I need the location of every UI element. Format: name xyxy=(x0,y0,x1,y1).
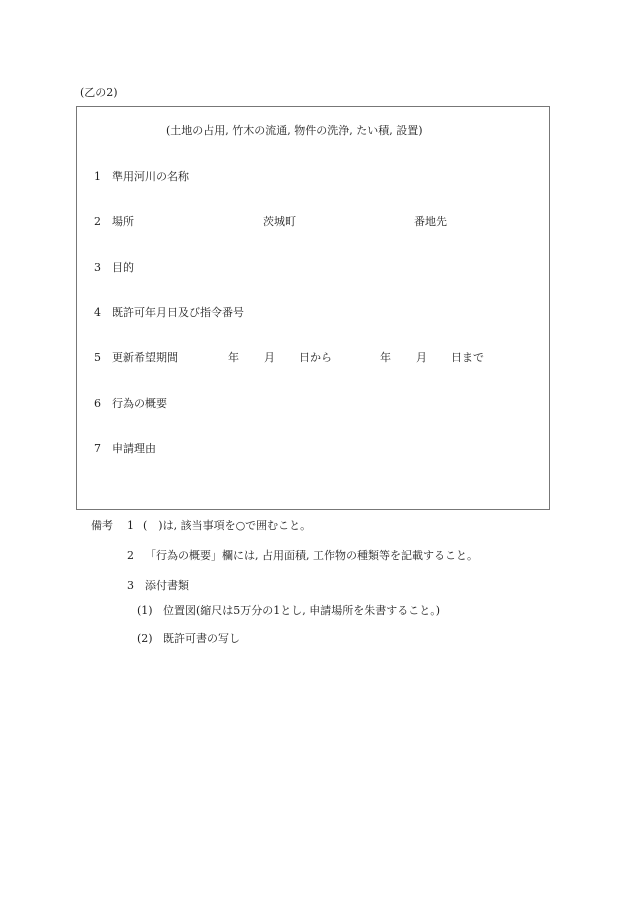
note-text-2: 「行為の概要」欄には, 占用面積, 工作物の種類等を記載すること。 xyxy=(145,549,478,562)
item-label-reason: 申請理由 xyxy=(112,442,156,455)
item-number-1: 1 xyxy=(94,170,101,183)
location-town: 茨城町 xyxy=(263,215,296,228)
item-number-7: 7 xyxy=(94,442,101,455)
item-label-river-name: 準用河川の名称 xyxy=(112,170,189,183)
from-year: 年 xyxy=(228,351,239,364)
from-day: 日から xyxy=(299,351,332,364)
item-number-3: 3 xyxy=(94,261,101,274)
item-number-2: 2 xyxy=(94,215,101,228)
attachment-number-1: (1) xyxy=(137,604,153,617)
form-code: (乙の2) xyxy=(80,86,118,99)
note-number-3: 3 xyxy=(127,579,134,592)
notes-heading: 備考 xyxy=(91,519,113,532)
item-label-renewal-period: 更新希望期間 xyxy=(112,351,178,364)
note-text-1: ( )は, 該当事項を○で囲むこと。 xyxy=(143,519,312,532)
item-label-purpose: 目的 xyxy=(112,261,134,274)
note-number-2: 2 xyxy=(127,549,134,562)
note-text-3: 添付書類 xyxy=(145,579,189,592)
item-label-activity-summary: 行為の概要 xyxy=(112,397,167,410)
item-number-6: 6 xyxy=(94,397,101,410)
from-month: 月 xyxy=(264,351,275,364)
to-month: 月 xyxy=(416,351,427,364)
to-year: 年 xyxy=(380,351,391,364)
item-number-4: 4 xyxy=(94,306,101,319)
attachment-number-2: (2) xyxy=(137,632,153,645)
item-number-5: 5 xyxy=(94,351,101,364)
attachment-text-1: 位置図(縮尺は5万分の1とし, 申請場所を朱書すること。) xyxy=(163,604,441,617)
item-label-prior-permit: 既許可年月日及び指令番号 xyxy=(112,306,244,319)
form-subtitle: (土地の占用, 竹木の流通, 物件の洗浄, たい積, 設置) xyxy=(166,124,423,137)
item-label-location: 場所 xyxy=(112,215,134,228)
to-day: 日まで xyxy=(451,351,484,364)
note-number-1: 1 xyxy=(127,519,134,532)
location-suffix: 番地先 xyxy=(414,215,447,228)
attachment-text-2: 既許可書の写し xyxy=(163,632,240,645)
